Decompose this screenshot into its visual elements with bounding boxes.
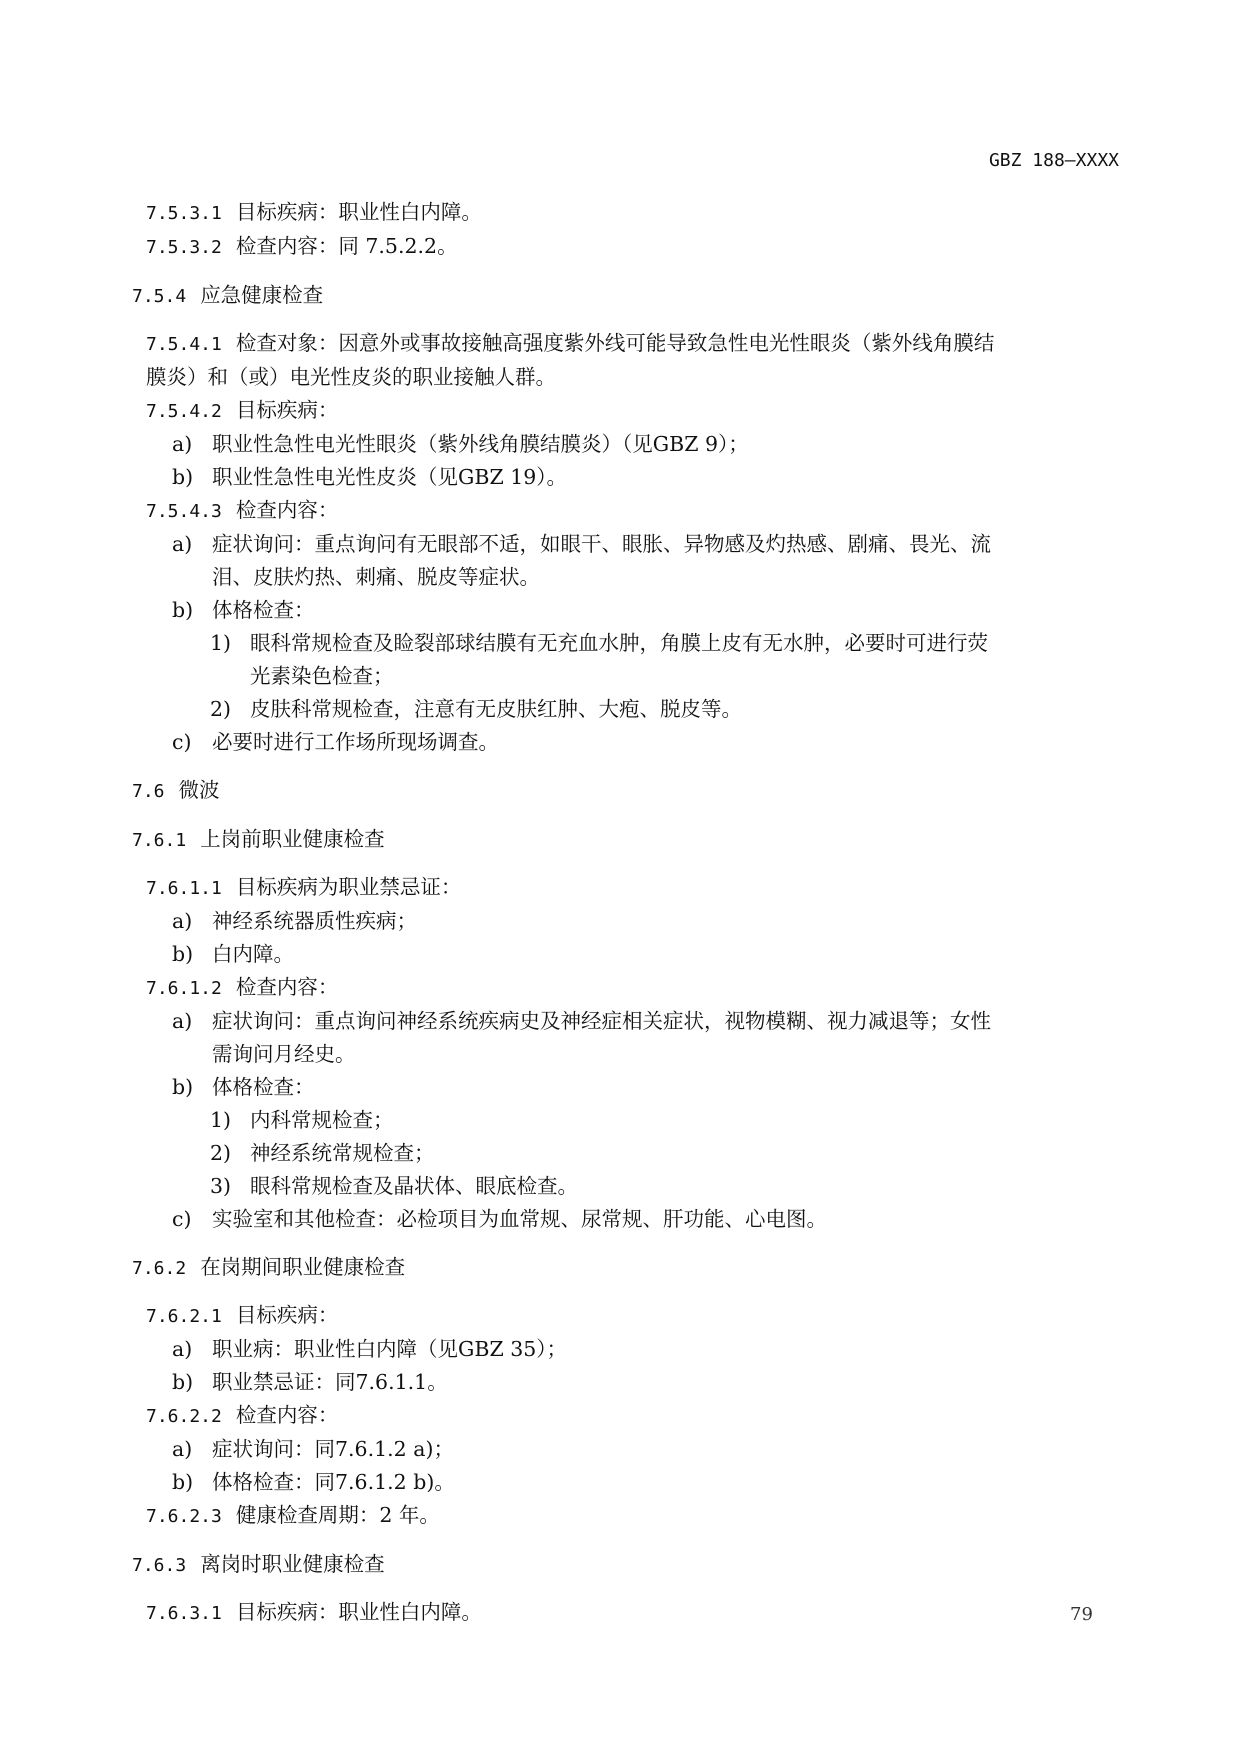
list-marker: b) — [172, 465, 194, 489]
clause — [146, 1596, 1116, 1630]
standard-code: GBZ 188—XXXX — [988, 150, 1119, 171]
list-marker: a) — [172, 909, 193, 933]
list-marker: a) — [172, 1009, 193, 1033]
list-item-text: 症状询问：重点询问神经系统疾病史及神经症相关症状，视物模糊、视力减退等；女性需询问月经史。 — [212, 1009, 991, 1066]
section-heading — [132, 823, 1116, 857]
list-item — [146, 1366, 1116, 1399]
list-item — [146, 528, 1116, 594]
sub-item-marker: 1) — [210, 1108, 232, 1132]
sub-item — [146, 627, 1116, 693]
list-item-text: 实验室和其他检查：必检项目为血常规、尿常规、肝功能、心电图。 — [212, 1207, 827, 1231]
clause — [146, 196, 1116, 230]
section-title: 上岗前职业健康检查 — [200, 827, 385, 851]
clause-number: 7.6.2.1 — [146, 1306, 222, 1327]
clause-number: 7.6.2.3 — [146, 1506, 222, 1527]
clause-text: 目标疾病：职业性白内障。 — [235, 1600, 482, 1624]
section-heading — [132, 1548, 1116, 1582]
sub-item — [146, 1137, 1116, 1170]
list-item — [146, 1071, 1116, 1104]
list-item — [146, 1466, 1116, 1499]
list-item — [146, 1433, 1116, 1466]
list-item — [146, 905, 1116, 938]
list-marker: a) — [172, 532, 193, 556]
list-item — [146, 1203, 1116, 1236]
list-item — [146, 726, 1116, 759]
section-title: 在岗期间职业健康检查 — [200, 1255, 406, 1279]
document-body — [132, 196, 1116, 1630]
list-marker: b) — [172, 1370, 194, 1394]
list-item — [146, 594, 1116, 627]
section-title: 离岗时职业健康检查 — [200, 1552, 385, 1576]
section-number: 7.6 — [132, 781, 165, 802]
clause — [146, 1299, 1116, 1333]
list-marker: c) — [172, 730, 192, 754]
clause-number: 7.5.4.2 — [146, 401, 222, 422]
list-item — [146, 461, 1116, 494]
list-marker: b) — [172, 598, 194, 622]
clause — [146, 494, 1116, 528]
section-number: 7.5.4 — [132, 286, 187, 307]
clause-text: 检查内容： — [235, 975, 339, 999]
sub-item-marker: 2) — [210, 1141, 232, 1165]
page-number: 79 — [1070, 1604, 1093, 1625]
list-marker: c) — [172, 1207, 192, 1231]
clause-text: 目标疾病：职业性白内障。 — [235, 200, 482, 224]
clause-number: 7.5.4.1 — [146, 334, 222, 355]
sub-item-marker: 2) — [210, 697, 232, 721]
clause — [146, 871, 1116, 905]
sub-item-text: 皮肤科常规检查，注意有无皮肤红肿、大疱、脱皮等。 — [250, 697, 742, 721]
list-item — [146, 428, 1116, 461]
list-item-text: 职业禁忌证：同7.6.1.1。 — [212, 1370, 448, 1394]
clause — [146, 1499, 1116, 1533]
list-item-text: 体格检查：同7.6.1.2 b)。 — [212, 1470, 455, 1494]
sub-item-text: 眼科常规检查及晶状体、眼底检查。 — [250, 1174, 578, 1198]
list-item-text: 白内障。 — [212, 942, 294, 966]
section-number: 7.6.2 — [132, 1258, 187, 1279]
list-item-text: 神经系统器质性疾病； — [212, 909, 417, 933]
list-item-text: 职业性急性电光性眼炎（紫外线角膜结膜炎）（见GBZ 9）； — [212, 432, 749, 456]
clause — [146, 971, 1116, 1005]
list-item-text: 体格检查： — [212, 598, 315, 622]
clause-number: 7.6.3.1 — [146, 1603, 222, 1624]
sub-item — [146, 693, 1116, 726]
list-marker: a) — [172, 1437, 193, 1461]
sub-item-marker: 1) — [210, 631, 232, 655]
clause-number: 7.6.1.2 — [146, 978, 222, 999]
section-heading — [132, 1251, 1116, 1285]
clause — [146, 230, 1116, 264]
list-item-text: 体格检查： — [212, 1075, 315, 1099]
list-item — [146, 1333, 1116, 1366]
list-marker: b) — [172, 1470, 194, 1494]
sub-item-marker: 3) — [210, 1174, 232, 1198]
clause-text: 目标疾病： — [235, 398, 339, 422]
section-title: 微波 — [178, 778, 220, 802]
clause — [146, 327, 1006, 394]
clause-text: 检查内容： — [235, 1403, 339, 1427]
sub-item-text: 神经系统常规检查； — [250, 1141, 435, 1165]
list-item-text: 必要时进行工作场所现场调查。 — [212, 730, 499, 754]
list-item — [146, 938, 1116, 971]
clause — [146, 394, 1116, 428]
list-item — [146, 1005, 1116, 1071]
clause-text: 健康检查周期：2 年。 — [235, 1503, 440, 1527]
list-marker: b) — [172, 942, 194, 966]
list-item-text: 症状询问：同7.6.1.2 a)； — [212, 1437, 454, 1461]
list-item-text: 职业性急性电光性皮炎（见GBZ 19）。 — [212, 465, 568, 489]
clause-number: 7.5.3.2 — [146, 237, 222, 258]
clause-text: 检查对象：因意外或事故接触高强度紫外线可能导致急性电光性眼炎（紫外线角膜结膜炎）和（或）电光性皮炎的职业接触人群。 — [146, 331, 995, 389]
sub-item — [146, 1170, 1116, 1203]
clause — [146, 1399, 1116, 1433]
sub-item-text: 内科常规检查； — [250, 1108, 394, 1132]
clause-text: 检查内容：同 7.5.2.2。 — [235, 234, 458, 258]
section-heading — [132, 774, 1116, 808]
clause-number: 7.6.2.2 — [146, 1406, 222, 1427]
section-number: 7.6.3 — [132, 1555, 187, 1576]
clause-number: 7.5.4.3 — [146, 501, 222, 522]
clause-text: 检查内容： — [235, 498, 339, 522]
list-marker: b) — [172, 1075, 194, 1099]
sub-item-text: 眼科常规检查及睑裂部球结膜有无充血水肿，角膜上皮有无水肿，必要时可进行荧光素染色检查； — [250, 631, 988, 688]
section-number: 7.6.1 — [132, 830, 187, 851]
list-item-text: 职业病：职业性白内障（见GBZ 35）； — [212, 1337, 568, 1361]
list-marker: a) — [172, 432, 193, 456]
section-title: 应急健康检查 — [200, 283, 324, 307]
list-marker: a) — [172, 1337, 193, 1361]
clause-text: 目标疾病为职业禁忌证： — [235, 875, 462, 899]
clause-number: 7.6.1.1 — [146, 878, 222, 899]
clause-number: 7.5.3.1 — [146, 203, 222, 224]
section-heading — [132, 279, 1116, 313]
list-item-text: 症状询问：重点询问有无眼部不适，如眼干、眼胀、异物感及灼热感、剧痛、畏光、流泪、皮肤灼热、刺痛、脱皮等症状。 — [212, 532, 991, 589]
clause-text: 目标疾病： — [235, 1303, 339, 1327]
sub-item — [146, 1104, 1116, 1137]
